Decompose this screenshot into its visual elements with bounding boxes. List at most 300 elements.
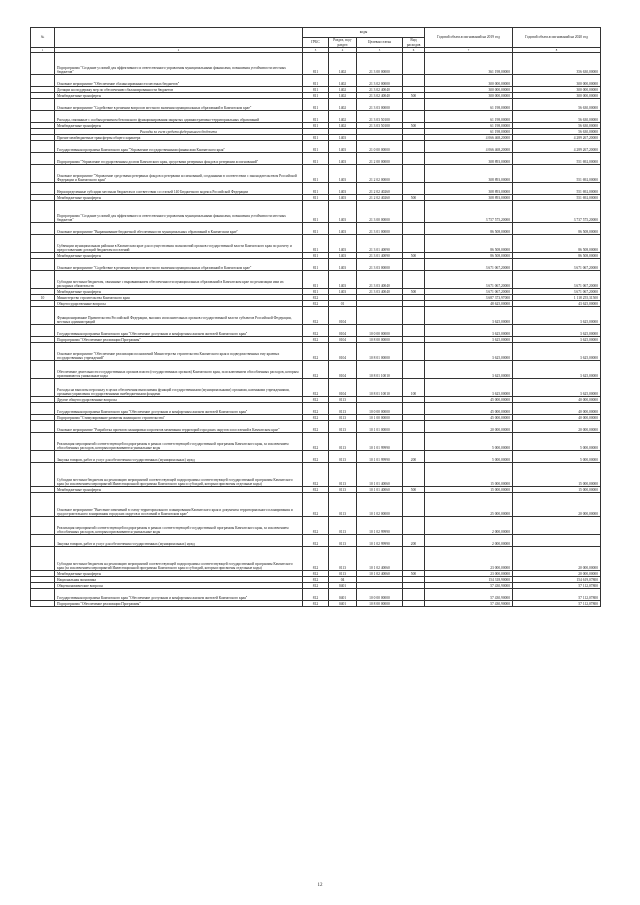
row-grbs: 811 <box>303 223 329 235</box>
row-vr <box>403 223 425 235</box>
row-grbs: 812 <box>303 463 329 487</box>
row-section: 1403 <box>329 195 357 201</box>
row-target: 10 1 01 99990 <box>357 451 403 463</box>
row-number <box>31 325 55 337</box>
row-name: Подпрограмма "Создание условий для эффективного и ответственного управления муниципальными финансами, повышения устойчивости местных бюджетов" <box>55 201 303 223</box>
row-target: 21 3 02 40040 <box>357 87 403 93</box>
row-grbs: 811 <box>303 183 329 195</box>
row-amount-2019: 3 671 067,20000 <box>425 271 513 289</box>
row-name: Субсидии местным бюджетам на реализацию мероприятий соответствующей подпрограммы соответствующей государственной программы Камчатского края (за исключением мероприятий Инвестиционной программы Камчатского края и субсидий, которым присвоены отдельные коды) <box>55 463 303 487</box>
row-amount-2019: 45 000,00000 <box>425 397 513 403</box>
table-row <box>31 141 601 153</box>
row-vr <box>403 433 425 451</box>
row-section: 1402 <box>329 53 357 75</box>
row-grbs: 812 <box>303 343 329 361</box>
row-name: Государственная программа Камчатского края "Обеспечение доступным и комфортным жильем жителей Камчатского края" <box>55 589 303 601</box>
row-amount-2020: 3 625,00000 <box>513 343 601 361</box>
row-number <box>31 183 55 195</box>
row-amount-2020: 3 625,00000 <box>513 325 601 337</box>
table-row <box>31 451 601 463</box>
row-amount-2020: 3 625,00000 <box>513 361 601 379</box>
row-grbs: 812 <box>303 295 329 301</box>
row-section: 1403 <box>329 153 357 165</box>
row-amount-2019: 3 757 575,20000 <box>425 201 513 223</box>
row-name: Нераспределенные субсидии местным бюджетам в соответствии со статьей 140 Бюджетного кодекса Российской Федерации <box>55 183 303 195</box>
row-section: 0113 <box>329 433 357 451</box>
row-amount-2019: 48 625,00000 <box>425 301 513 307</box>
row-amount-2020: 5 000,00000 <box>513 433 601 451</box>
row-grbs: 811 <box>303 111 329 123</box>
row-target: 10 1 02 40060 <box>357 547 403 571</box>
row-grbs: 811 <box>303 135 329 141</box>
row-vr <box>403 463 425 487</box>
row-grbs: 812 <box>303 433 329 451</box>
row-grbs: 812 <box>303 397 329 403</box>
row-section: 1403 <box>329 135 357 141</box>
row-grbs: 811 <box>303 289 329 295</box>
row-section: 0113 <box>329 415 357 421</box>
row-section: 04 <box>329 577 357 583</box>
table-row <box>31 517 601 535</box>
row-grbs: 811 <box>303 93 329 99</box>
row-amount-2019: 3 625,00000 <box>425 343 513 361</box>
table-row <box>31 361 601 379</box>
table-row <box>31 343 601 361</box>
budget-sheet <box>30 27 600 607</box>
row-section: 1403 <box>329 235 357 253</box>
row-section: 0113 <box>329 403 357 415</box>
row-grbs: 812 <box>303 535 329 547</box>
row-number <box>31 463 55 487</box>
header-codes: коды <box>303 28 425 38</box>
row-section: 0113 <box>329 547 357 571</box>
row-amount-2020: 300 000,00000 <box>513 87 601 93</box>
row-section: 1402 <box>329 87 357 93</box>
row-number <box>31 547 55 571</box>
row-grbs: 811 <box>303 259 329 271</box>
row-amount-2020: 57 112,07800 <box>513 583 601 589</box>
row-name: Подпрограмма "Создание условий для эффективного и ответственного управления муниципальными финансами, повышения устойчивости местных бюджетов" <box>55 53 303 75</box>
row-target: 10 0 00 00000 <box>357 589 403 601</box>
row-amount-2019: 23 000,00000 <box>425 571 513 577</box>
row-vr <box>403 53 425 75</box>
row-target: 21 2 02 00000 <box>357 165 403 183</box>
row-amount-2019: 3 625,00000 <box>425 325 513 337</box>
row-vr: 500 <box>403 571 425 577</box>
row-target: 21 3 00 00000 <box>357 53 403 75</box>
row-target: 10 8 01 00000 <box>357 343 403 361</box>
row-name: Подпрограмма "Стимулирование развития жилищного строительства" <box>55 415 303 421</box>
row-target: 10 1 01 00000 <box>357 421 403 433</box>
row-amount-2020: 551 692,00000 <box>513 195 601 201</box>
row-section: 0113 <box>329 463 357 487</box>
row-amount-2019: 86 508,00000 <box>425 223 513 235</box>
row-number <box>31 379 55 397</box>
row-grbs: 811 <box>303 53 329 75</box>
row-vr <box>403 325 425 337</box>
budget-table <box>30 27 601 607</box>
table-row <box>31 589 601 601</box>
row-amount-2020: 86 508,00000 <box>513 223 601 235</box>
row-section: 0104 <box>329 337 357 343</box>
row-target: 21 3 03 50100 <box>357 111 403 123</box>
row-vr <box>403 517 425 535</box>
row-amount-2019: 300 000,00000 <box>425 75 513 87</box>
row-section: 0104 <box>329 379 357 397</box>
table-row <box>31 535 601 547</box>
row-section: 0104 <box>329 307 357 325</box>
row-grbs: 812 <box>303 601 329 607</box>
row-vr: 500 <box>403 195 425 201</box>
row-amount-2019: 3 625,00000 <box>425 307 513 325</box>
row-name: Подпрограмма "Обеспечение реализации Программы" <box>55 337 303 343</box>
row-target: 10 8 00 00000 <box>357 601 403 607</box>
row-number <box>31 223 55 235</box>
row-amount-2020: 3 671 067,20000 <box>513 259 601 271</box>
column-index: 1 <box>31 48 55 53</box>
row-amount-2020: 551 692,00000 <box>513 165 601 183</box>
row-vr <box>403 75 425 87</box>
row-name: Подпрограмма "Управление государственным долгом Камчатского края, средствами резервных фондов и резервами ассигнований" <box>55 153 303 165</box>
row-amount-2020: 56 630,00000 <box>513 111 601 123</box>
row-number <box>31 111 55 123</box>
row-number <box>31 53 55 75</box>
row-amount-2019: 308 893,00000 <box>425 165 513 183</box>
table-row <box>31 271 601 289</box>
row-grbs: 812 <box>303 451 329 463</box>
row-target: 21 3 03 40040 <box>357 289 403 295</box>
row-amount-2019: 5 000,00000 <box>425 433 513 451</box>
row-name: Общеэкономические вопросы <box>55 583 303 589</box>
row-amount-2019: 57 430,90000 <box>425 583 513 589</box>
row-amount-2019: 3 625,00000 <box>425 379 513 397</box>
header-num: № <box>31 28 55 48</box>
row-name: Межбюджетные трансферты <box>55 93 303 99</box>
row-section: 1403 <box>329 141 357 153</box>
row-name: Расходы на выплаты персоналу в целях обеспечения выполнения функций государственными (муниципальными) органами, казенными учреждениями, органами управления государственными внебюджетными фондами <box>55 379 303 397</box>
row-vr: 500 <box>403 487 425 493</box>
row-amount-2019: 57 430,90000 <box>425 589 513 601</box>
row-target: 10 1 01 40060 <box>357 487 403 493</box>
page-number: 12 <box>317 883 323 888</box>
row-vr <box>403 343 425 361</box>
row-amount-2020: 300 000,00000 <box>513 93 601 99</box>
table-row <box>31 223 601 235</box>
row-section: 0113 <box>329 451 357 463</box>
row-amount-2020: 4 289 267,20000 <box>513 135 601 141</box>
row-amount-2019: 57 430,90000 <box>425 601 513 607</box>
row-grbs: 812 <box>303 571 329 577</box>
row-amount-2020: 3 737 575,20000 <box>513 201 601 223</box>
row-name: Субсидии местным бюджетам, связанные с выравниванием обеспеченности муниципальных образований в Камчатском крае по реализации ими их расходных обязательств <box>55 271 303 289</box>
row-amount-2019: 4 066 468,20000 <box>425 141 513 153</box>
row-target: 21 3 03 00000 <box>357 259 403 271</box>
row-section: 0113 <box>329 535 357 547</box>
row-target: 21 3 01 00000 <box>357 223 403 235</box>
row-target: 10 1 02 00000 <box>357 493 403 517</box>
row-name: Государственная программа Камчатского края "Обеспечение доступным и комфортным жильем жителей Камчатского края" <box>55 403 303 415</box>
row-name: Другие общегосударственные вопросы <box>55 397 303 403</box>
row-number: 10 <box>31 295 55 301</box>
row-section: 0113 <box>329 421 357 433</box>
row-vr <box>403 259 425 271</box>
row-number <box>31 535 55 547</box>
row-target: 21 3 01 40090 <box>357 253 403 259</box>
row-section: 1402 <box>329 99 357 111</box>
row-section: 1402 <box>329 93 357 99</box>
row-vr: 200 <box>403 535 425 547</box>
row-grbs: 812 <box>303 415 329 421</box>
table-row <box>31 183 601 195</box>
row-name: Субсидии местным бюджетам на реализацию мероприятий соответствующей подпрограммы соответствующей государственной программы Камчатского края (за исключением мероприятий Инвестиционной программы Камчатского края и субсидий, которым присвоены отдельные коды) <box>55 547 303 571</box>
row-amount-2019: 154 318,90000 <box>425 577 513 583</box>
table-row <box>31 259 601 271</box>
row-target: 21 0 00 00000 <box>357 141 403 153</box>
table-row <box>31 403 601 415</box>
row-amount-2019: 308 893,00000 <box>425 195 513 201</box>
row-grbs: 811 <box>303 235 329 253</box>
row-grbs: 812 <box>303 487 329 493</box>
row-section: 0113 <box>329 493 357 517</box>
row-name: Расходы, связанные с особым режимом безопасного функционирования закрытых административно-территориальных образований <box>55 111 303 123</box>
table-row <box>31 601 601 607</box>
row-grbs: 812 <box>303 307 329 325</box>
header-year-2019: Годовой объем ассигнований на 2019 год <box>425 28 513 48</box>
row-target: 10 1 01 99990 <box>357 433 403 451</box>
row-amount-2019: 2 000,00000 <box>425 517 513 535</box>
row-number <box>31 235 55 253</box>
row-name: Основное мероприятие "Обеспечение реализации полномочий Министерства строительства Камчатского края и подведомственных ему краевых государственных учреждений" <box>55 343 303 361</box>
table-row <box>31 53 601 75</box>
row-amount-2019: 308 893,00000 <box>425 183 513 195</box>
row-amount-2019: 4 066 468,20000 <box>425 135 513 141</box>
row-amount-2020: 15 000,00000 <box>513 487 601 493</box>
row-amount-2020: 20 000,00000 <box>513 571 601 577</box>
header-vr: Вид расходов <box>403 38 425 48</box>
row-name: Основное мероприятие "Содействие в решении вопросов местного значения муниципальных образований в Камчатском крае" <box>55 99 303 111</box>
row-grbs: 812 <box>303 589 329 601</box>
row-name: Основное мероприятие "Внесение изменений в схему территориального планирования Камчатского края и документы территориального планирования и градостроительного зонирования городских округов и поселений в Камчатском крае" <box>55 493 303 517</box>
header-year-2020: Годовой объем ассигнований на 2020 год <box>513 28 601 48</box>
row-grbs: 811 <box>303 165 329 183</box>
row-grbs: 811 <box>303 75 329 87</box>
column-index: 6 <box>403 48 425 53</box>
row-amount-2019: 300 000,00000 <box>425 87 513 93</box>
row-target: 21 3 03 50100 <box>357 123 403 129</box>
header-name <box>55 28 303 48</box>
row-amount-2019: 15 000,00000 <box>425 463 513 487</box>
row-name: Прочие межбюджетные трансферты общего характера <box>55 135 303 141</box>
table-row <box>31 379 601 397</box>
row-vr <box>403 421 425 433</box>
table-row <box>31 165 601 183</box>
row-amount-2020: 40 000,00000 <box>513 415 601 421</box>
header-grbs: ГРБС <box>303 38 329 48</box>
table-header <box>31 28 601 53</box>
row-amount-2020: 300 000,00000 <box>513 75 601 87</box>
row-amount-2020: 3 671 067,20000 <box>513 289 601 295</box>
row-amount-2020: 20 000,00000 <box>513 493 601 517</box>
column-index: 8 <box>513 48 601 53</box>
row-section: 1402 <box>329 123 357 129</box>
row-name: Министерство строительства Камчатского края <box>55 295 303 301</box>
row-name: Расходы за счет средств федерального бюджета <box>55 129 303 135</box>
row-name: Основное мероприятие "Выравнивание бюджетной обеспеченности муниципальных образований в Камчатском крае" <box>55 223 303 235</box>
row-target: 21 3 03 40040 <box>357 271 403 289</box>
row-section: 1402 <box>329 111 357 123</box>
row-vr <box>403 307 425 325</box>
row-section: 1403 <box>329 165 357 183</box>
row-vr: 100 <box>403 379 425 397</box>
row-vr <box>403 165 425 183</box>
row-name: Реализация мероприятий соответствующей подпрограммы в рамках соответствующей государственной программы Камчатского края, за исключением обособленных расходов, которым присваиваются уникальные коды <box>55 433 303 451</box>
row-vr <box>403 153 425 165</box>
row-name: Основное мероприятие "Управление средствами резервных фондов и резервами ассигнований, созданными в соответствии с законодательством Российской Федерации и Камчатского края" <box>55 165 303 183</box>
row-target: 10 0 00 00000 <box>357 325 403 337</box>
row-target: 10 1 00 00000 <box>357 415 403 421</box>
row-amount-2019: 3 671 067,20000 <box>425 289 513 295</box>
row-amount-2020: 3 625,00000 <box>513 379 601 397</box>
row-target <box>357 307 403 325</box>
row-amount-2020: 15 000,00000 <box>513 463 601 487</box>
row-name: Подпрограмма "Обеспечение реализации Программы" <box>55 601 303 607</box>
row-amount-2020: 5 000,00000 <box>513 451 601 463</box>
column-index: 2 <box>55 48 303 53</box>
column-index: 4 <box>329 48 357 53</box>
row-amount-2019: 15 000,00000 <box>425 487 513 493</box>
row-name: Основное мероприятие "Разработка проектов планировки и проектов межевания территорий городских округов и поселений в Камчатском крае" <box>55 421 303 433</box>
row-section: 1403 <box>329 271 357 289</box>
row-number <box>31 343 55 361</box>
row-vr <box>403 403 425 415</box>
table-row <box>31 201 601 223</box>
row-section: 1403 <box>329 253 357 259</box>
row-target: 10 0 00 00000 <box>357 403 403 415</box>
row-amount-2019: 3 687 373,97000 <box>425 295 513 301</box>
table-row <box>31 153 601 165</box>
row-number <box>31 493 55 517</box>
row-name: Дотации на поддержку мер по обеспечению сбалансированности бюджетов <box>55 87 303 93</box>
row-amount-2019: 361 198,00000 <box>425 53 513 75</box>
row-section: 0104 <box>329 343 357 361</box>
row-number <box>31 259 55 271</box>
row-target: 10 8 00 00000 <box>357 337 403 343</box>
table-row <box>31 325 601 337</box>
row-section: 0113 <box>329 487 357 493</box>
row-grbs: 812 <box>303 379 329 397</box>
row-vr <box>403 361 425 379</box>
row-vr <box>403 547 425 571</box>
row-target: 10 8 01 10010 <box>357 361 403 379</box>
row-vr <box>403 99 425 111</box>
row-grbs: 811 <box>303 271 329 289</box>
row-amount-2020: 86 508,00000 <box>513 235 601 253</box>
row-amount-2019: 3 625,00000 <box>425 361 513 379</box>
row-amount-2020: 551 692,00000 <box>513 153 601 165</box>
row-amount-2019: 308 893,00000 <box>425 153 513 165</box>
row-section: 0401 <box>329 601 357 607</box>
row-target: 10 1 02 99990 <box>357 535 403 547</box>
row-amount-2019: 86 508,00000 <box>425 235 513 253</box>
row-amount-2019: 3 671 067,20000 <box>425 259 513 271</box>
row-amount-2020: 56 630,00000 <box>513 129 601 135</box>
row-grbs: 811 <box>303 195 329 201</box>
row-number <box>31 421 55 433</box>
row-grbs: 811 <box>303 201 329 223</box>
row-amount-2020: 86 508,00000 <box>513 253 601 259</box>
row-target: 21 2 00 00000 <box>357 153 403 165</box>
row-name: Государственная программа Камчатского края "Обеспечение доступным и комфортным жильем жителей Камчатского края" <box>55 325 303 337</box>
table-row <box>31 463 601 487</box>
row-amount-2020: 1 118 255,31500 <box>513 295 601 301</box>
row-grbs: 812 <box>303 583 329 589</box>
row-amount-2020 <box>513 517 601 535</box>
column-index: 5 <box>357 48 403 53</box>
table-row <box>31 111 601 123</box>
table-row <box>31 433 601 451</box>
row-grbs: 812 <box>303 493 329 517</box>
row-vr <box>403 271 425 289</box>
table-row <box>31 99 601 111</box>
table-row <box>31 493 601 517</box>
row-number <box>31 601 55 607</box>
row-section: 1403 <box>329 289 357 295</box>
row-name: Общегосударственные вопросы <box>55 301 303 307</box>
row-grbs: 811 <box>303 253 329 259</box>
row-amount-2020: 3 671 067,20000 <box>513 271 601 289</box>
row-name: Межбюджетные трансферты <box>55 487 303 493</box>
row-target: 10 1 02 99990 <box>357 517 403 535</box>
row-number <box>31 153 55 165</box>
table-row <box>31 421 601 433</box>
table-row <box>31 307 601 325</box>
row-vr <box>403 111 425 123</box>
row-name: Функционирование Правительства Российской Федерации, высших исполнительных органов государственной власти субъектов Российской Федерации, местных администраций <box>55 307 303 325</box>
row-name: Межбюджетные трансферты <box>55 571 303 577</box>
row-grbs: 811 <box>303 87 329 93</box>
row-name: Межбюджетные трансферты <box>55 195 303 201</box>
row-target: 21 3 03 00000 <box>357 99 403 111</box>
row-amount-2020: 43 625,00000 <box>513 301 601 307</box>
row-amount-2020: 4 289 267,20000 <box>513 141 601 153</box>
row-grbs: 811 <box>303 123 329 129</box>
row-section: 0401 <box>329 589 357 601</box>
table-body <box>31 53 601 607</box>
row-amount-2020: 20 000,00000 <box>513 421 601 433</box>
row-name: Обеспечение деятельности государственных органов власти (государственных органов) Камчатского края, за исключением обособленных расходов, которым присваиваются уникальные коды <box>55 361 303 379</box>
table-row <box>31 235 601 253</box>
row-name: Закупка товаров, работ и услуг для обеспечения государственных (муниципальных) нужд <box>55 535 303 547</box>
row-amount-2020: 3 625,00000 <box>513 337 601 343</box>
row-grbs: 812 <box>303 301 329 307</box>
row-amount-2020 <box>513 535 601 547</box>
row-amount-2019: 61 198,00000 <box>425 129 513 135</box>
row-vr: 500 <box>403 253 425 259</box>
row-amount-2020: 40 000,00000 <box>513 403 601 415</box>
row-section: 1402 <box>329 75 357 87</box>
row-grbs: 812 <box>303 337 329 343</box>
row-target: 21 3 02 40040 <box>357 93 403 99</box>
row-amount-2019: 61 198,00000 <box>425 123 513 129</box>
row-amount-2020: 56 630,00000 <box>513 123 601 129</box>
row-name: Основное мероприятие "Обеспечение сбалансированности местных бюджетов" <box>55 75 303 87</box>
row-section: 0113 <box>329 397 357 403</box>
row-section: 0104 <box>329 361 357 379</box>
row-section: 0104 <box>329 325 357 337</box>
row-vr: 200 <box>403 451 425 463</box>
row-target: 21 3 02 00000 <box>357 75 403 87</box>
row-name: Закупка товаров, работ и услуг для обеспечения государственных (муниципальных) нужд <box>55 451 303 463</box>
